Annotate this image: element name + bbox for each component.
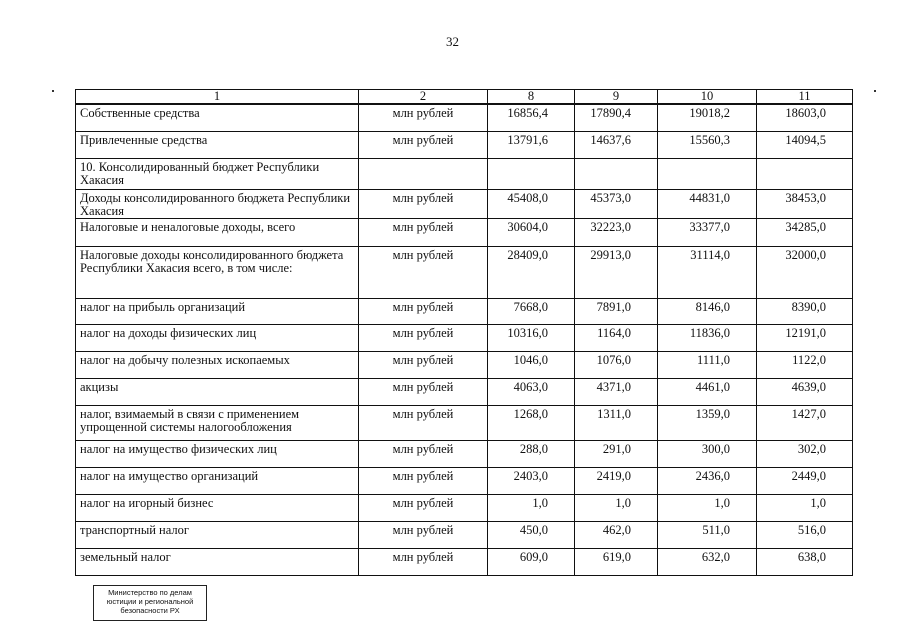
row-unit-cell: млн рублей: [359, 351, 488, 378]
value-col-8: [488, 158, 575, 189]
row-name-cell: налог на прибыль организаций: [76, 298, 359, 324]
value-col-10: 300,0: [658, 440, 757, 467]
value-col-11: 638,0: [757, 548, 853, 575]
value-col-11: 18603,0: [757, 104, 853, 131]
row-name-cell: налог на имущество физических лиц: [76, 440, 359, 467]
value-col-9: 2419,0: [575, 467, 658, 494]
table-row: [76, 440, 853, 467]
row-name-cell: Налоговые и неналоговые доходы, всего: [76, 218, 359, 246]
value-col-8: 7668,0: [488, 298, 575, 324]
table-row: [76, 521, 853, 548]
value-col-9: 1,0: [575, 494, 658, 521]
value-col-10: 31114,0: [658, 246, 757, 298]
value-col-9: 32223,0: [575, 218, 658, 246]
row-unit-cell: млн рублей: [359, 440, 488, 467]
value-col-8: 45408,0: [488, 189, 575, 218]
stamp-line: Министерство по делам: [108, 588, 192, 597]
row-unit-cell: млн рублей: [359, 548, 488, 575]
value-col-9: 619,0: [575, 548, 658, 575]
row-unit-cell: млн рублей: [359, 378, 488, 405]
value-col-11: 302,0: [757, 440, 853, 467]
value-col-9: 14637,6: [575, 131, 658, 158]
header-cell: 8: [488, 90, 575, 105]
stamp-line: юстиции и региональной: [106, 597, 194, 606]
row-name-cell: Собственные средства: [76, 104, 359, 131]
value-col-8: 13791,6: [488, 131, 575, 158]
row-name-cell: акцизы: [76, 378, 359, 405]
value-col-9: 45373,0: [575, 189, 658, 218]
value-col-10: 632,0: [658, 548, 757, 575]
row-unit-cell: млн рублей: [359, 131, 488, 158]
value-col-11: 1,0: [757, 494, 853, 521]
row-name-cell: налог, взимаемый в связи с применением упрощенной системы налогообложения: [76, 405, 359, 440]
value-col-10: [658, 158, 757, 189]
value-col-11: 4639,0: [757, 378, 853, 405]
row-unit-cell: млн рублей: [359, 246, 488, 298]
page-number: 32: [446, 34, 459, 49]
value-col-10: 1111,0: [658, 351, 757, 378]
value-col-9: 29913,0: [575, 246, 658, 298]
row-name-cell: налог на игорный бизнес: [76, 494, 359, 521]
value-col-10: 33377,0: [658, 218, 757, 246]
row-name-cell: Привлеченные средства: [76, 131, 359, 158]
value-col-8: 1268,0: [488, 405, 575, 440]
value-col-8: 1,0: [488, 494, 575, 521]
value-col-9: [575, 158, 658, 189]
value-col-8: 1046,0: [488, 351, 575, 378]
value-col-8: 609,0: [488, 548, 575, 575]
value-col-11: 1427,0: [757, 405, 853, 440]
value-col-8: 10316,0: [488, 324, 575, 351]
value-col-10: 4461,0: [658, 378, 757, 405]
table-row: [76, 351, 853, 378]
table-row: [76, 189, 853, 218]
value-col-10: 8146,0: [658, 298, 757, 324]
value-col-9: 291,0: [575, 440, 658, 467]
value-col-11: 516,0: [757, 521, 853, 548]
row-name-cell: налог на добычу полезных ископаемых: [76, 351, 359, 378]
value-col-9: 7891,0: [575, 298, 658, 324]
table-row: [76, 131, 853, 158]
value-col-8: 30604,0: [488, 218, 575, 246]
row-name-cell: земельный налог: [76, 548, 359, 575]
table-row: [76, 467, 853, 494]
table-row: [76, 246, 853, 298]
value-col-11: 8390,0: [757, 298, 853, 324]
value-col-10: 1,0: [658, 494, 757, 521]
row-unit-cell: млн рублей: [359, 189, 488, 218]
row-unit-cell: млн рублей: [359, 324, 488, 351]
value-col-10: 44831,0: [658, 189, 757, 218]
value-col-9: 4371,0: [575, 378, 658, 405]
header-cell: 1: [76, 90, 359, 105]
value-col-8: 16856,4: [488, 104, 575, 131]
value-col-10: 15560,3: [658, 131, 757, 158]
table-row: [76, 494, 853, 521]
row-unit-cell: млн рублей: [359, 405, 488, 440]
value-col-11: 32000,0: [757, 246, 853, 298]
value-col-9: 1311,0: [575, 405, 658, 440]
value-col-10: 1359,0: [658, 405, 757, 440]
budget-table: [75, 89, 853, 576]
header-cell: 9: [575, 90, 658, 105]
value-col-8: 2403,0: [488, 467, 575, 494]
table-header-row: [76, 90, 853, 105]
header-cell: 10: [658, 90, 757, 105]
table-row: [76, 104, 853, 131]
value-col-9: 462,0: [575, 521, 658, 548]
value-col-11: 38453,0: [757, 189, 853, 218]
value-col-10: 511,0: [658, 521, 757, 548]
value-col-10: 19018,2: [658, 104, 757, 131]
table-row: [76, 405, 853, 440]
table-row: [76, 158, 853, 189]
table-row: [76, 298, 853, 324]
header-cell: 2: [359, 90, 488, 105]
table-row: [76, 548, 853, 575]
row-name-cell: Налоговые доходы консолидированного бюджета Республики Хакасия всего, в том числе:: [76, 246, 359, 298]
scan-dot-left: [52, 90, 54, 92]
header-cell: 11: [757, 90, 853, 105]
row-unit-cell: млн рублей: [359, 104, 488, 131]
row-name-cell: 10. Консолидированный бюджет Республики Хакасия: [76, 158, 359, 189]
value-col-9: 1076,0: [575, 351, 658, 378]
stamp-line: безопасности РХ: [120, 606, 180, 615]
row-name-cell: транспортный налог: [76, 521, 359, 548]
row-unit-cell: млн рублей: [359, 218, 488, 246]
row-name-cell: налог на доходы физических лиц: [76, 324, 359, 351]
table-row: [76, 378, 853, 405]
value-col-11: 34285,0: [757, 218, 853, 246]
value-col-8: 4063,0: [488, 378, 575, 405]
value-col-8: 288,0: [488, 440, 575, 467]
value-col-8: 450,0: [488, 521, 575, 548]
value-col-8: 28409,0: [488, 246, 575, 298]
value-col-9: 17890,4: [575, 104, 658, 131]
value-col-11: 14094,5: [757, 131, 853, 158]
row-name-cell: налог на имущество организаций: [76, 467, 359, 494]
ministry-stamp: [93, 585, 207, 621]
value-col-10: 11836,0: [658, 324, 757, 351]
row-unit-cell: [359, 158, 488, 189]
value-col-10: 2436,0: [658, 467, 757, 494]
row-unit-cell: млн рублей: [359, 494, 488, 521]
value-col-11: [757, 158, 853, 189]
value-col-11: 12191,0: [757, 324, 853, 351]
row-unit-cell: млн рублей: [359, 298, 488, 324]
row-name-cell: Доходы консолидированного бюджета Республики Хакасия: [76, 189, 359, 218]
scan-dot-right: [874, 90, 876, 92]
table-row: [76, 324, 853, 351]
value-col-11: 2449,0: [757, 467, 853, 494]
value-col-11: 1122,0: [757, 351, 853, 378]
table-row: [76, 218, 853, 246]
row-unit-cell: млн рублей: [359, 467, 488, 494]
row-unit-cell: млн рублей: [359, 521, 488, 548]
value-col-9: 1164,0: [575, 324, 658, 351]
